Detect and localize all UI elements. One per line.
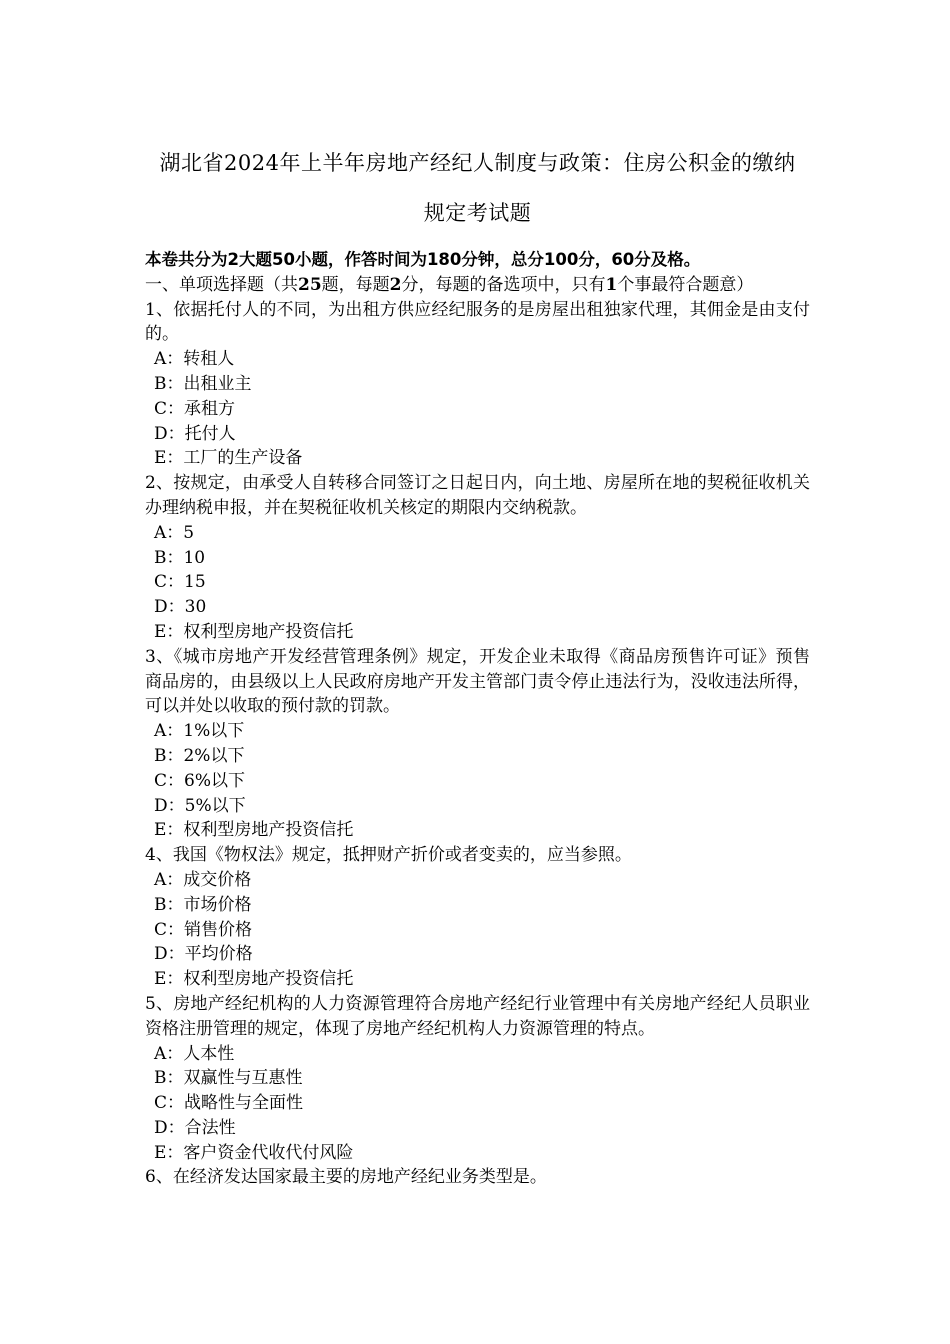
option-a: A：转租人: [154, 349, 235, 370]
option-e: E：权利型房地产投资信托: [154, 820, 354, 841]
section-one: 1: [605, 274, 618, 295]
section-text-mid1: 题，每题: [321, 274, 390, 295]
question-text: 5、房地产经纪机构的人力资源管理符合房地产经纪行业管理中有关房地产经纪人员职业资格注册管理的规定，体现了房地产经纪机构人力资源管理的特点。: [145, 993, 810, 1039]
option-e: E：权利型房地产投资信托: [154, 621, 354, 642]
question-text: 4、我国《物权法》规定，抵押财产折价或者变卖的，应当参照。: [145, 845, 632, 866]
option-c: C：6%以下: [154, 770, 245, 791]
question-6: [145, 1165, 810, 1190]
option-b: B：双赢性与互惠性: [154, 1068, 303, 1089]
option-d: D：托付人: [154, 423, 236, 444]
option-b: B：2%以下: [154, 745, 245, 766]
title-line-1: 湖北省2024年上半年房地产经纪人制度与政策：住房公积金的缴纳: [159, 151, 796, 175]
question-3: [145, 645, 810, 843]
question-2: [145, 471, 810, 645]
section-question-count: 25: [298, 274, 322, 295]
question-text: 3、《城市房地产开发经营管理条例》规定，开发企业未取得《商品房预售许可证》预售商品房的，由县级以上人民政府房地产开发主管部门责令停止违法行为，没收违法所得，可以并处以收取的预付款的罚款。: [145, 646, 810, 717]
option-c: C：15: [154, 572, 206, 593]
exam-info: 本卷共分为2大题50小题，作答时间为180分钟，总分100分，60分及格。: [145, 250, 701, 269]
option-d: D：5%以下: [154, 795, 246, 816]
option-d: D：30: [154, 597, 207, 618]
section-text-post: 个事最符合题意）: [617, 274, 754, 295]
question-list: [145, 298, 810, 1191]
section-text-mid2: 分，每题的备选项中，只有: [401, 274, 606, 295]
option-a: A：成交价格: [154, 869, 252, 890]
option-a: A：5: [154, 522, 195, 543]
option-c: C：战略性与全面性: [154, 1093, 304, 1114]
question-text: 1、依据托付人的不同，为出租方供应经纪服务的是房屋出租独家代理，其佣金是由支付的。: [145, 299, 810, 345]
option-e: E：权利型房地产投资信托: [154, 969, 354, 990]
question-5: [145, 992, 810, 1166]
section-points: 2: [389, 274, 402, 295]
option-a: A：1%以下: [154, 721, 245, 742]
question-text: 6、在经济发达国家最主要的房地产经纪业务类型是。: [145, 1167, 547, 1188]
option-b: B：10: [154, 547, 206, 568]
document-content: [145, 138, 810, 1190]
question-4: [145, 843, 810, 992]
question-1: [145, 298, 810, 472]
option-c: C：销售价格: [154, 919, 253, 940]
title-line-2: 规定考试题: [423, 201, 532, 225]
option-d: D：合法性: [154, 1117, 236, 1138]
question-text: 2、按规定，由承受人自转移合同签订之日起日内，向土地、房屋所在地的契税征收机关办理纳税申报，并在契税征收机关核定的期限内交纳税款。: [145, 473, 810, 518]
option-b: B：市场价格: [154, 894, 252, 915]
section-heading: [145, 273, 810, 298]
option-a: A：人本性: [154, 1043, 235, 1064]
document-title: [145, 138, 810, 238]
option-e: E：工厂的生产设备: [154, 448, 303, 469]
option-d: D：平均价格: [154, 944, 253, 965]
option-c: C：承租方: [154, 398, 236, 419]
section-text-pre: 一、单项选择题（共: [145, 274, 298, 295]
option-e: E：客户资金代收代付风险: [154, 1142, 354, 1163]
option-b: B：出租业主: [154, 373, 252, 394]
